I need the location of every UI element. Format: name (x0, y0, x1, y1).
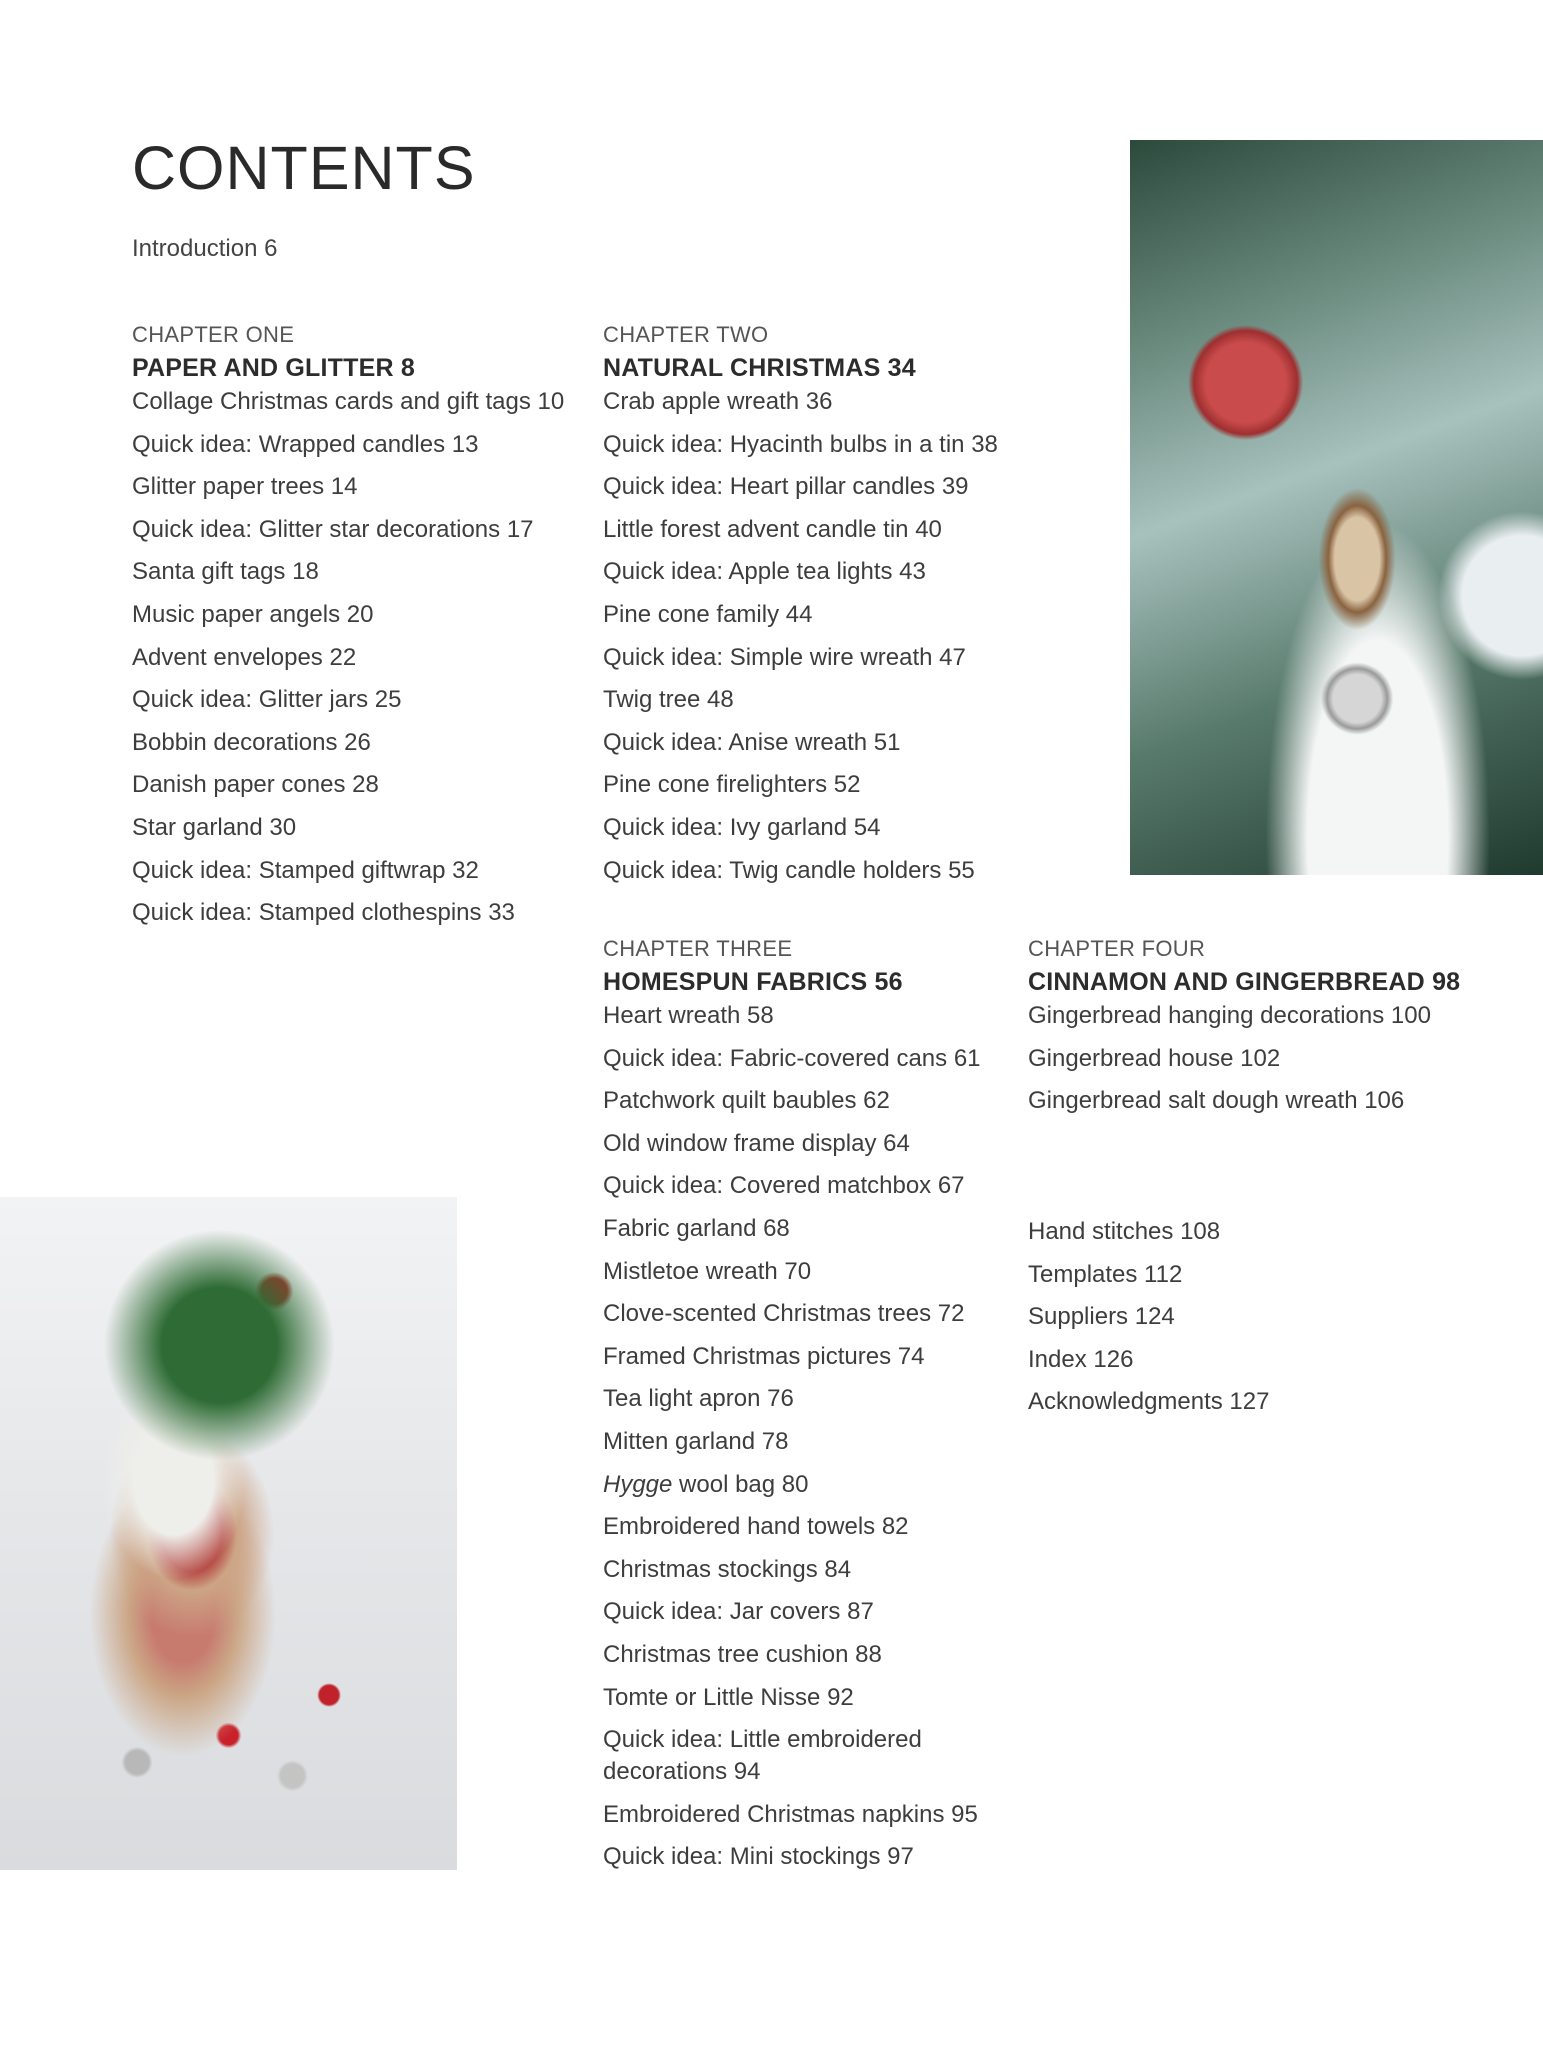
chapter-entries (132, 386, 602, 929)
toc-entry: Gingerbread salt dough wreath 106 (1028, 1087, 1405, 1115)
chapter-one (132, 320, 602, 940)
toc-entry: Quick idea: Covered matchbox 67 (603, 1172, 965, 1200)
toc-entry: Suppliers 124 (1028, 1303, 1175, 1331)
toc-entry: Templates 112 (1028, 1260, 1183, 1288)
toc-entry: Danish paper cones 28 (132, 771, 379, 799)
chapter-label: CHAPTER THREE (603, 936, 793, 961)
toc-entry: Glitter paper trees 14 (132, 473, 358, 501)
toc-entry: Quick idea: Glitter star decorations 17 (132, 515, 534, 543)
toc-entry: Mitten garland 78 (603, 1427, 789, 1455)
toc-entry: Little forest advent candle tin 40 (603, 515, 942, 543)
toc-entry: Twig tree 48 (603, 686, 734, 714)
toc-entry: Quick idea: Anise wreath 51 (603, 728, 901, 756)
toc-entry: Tomte or Little Nisse 92 (603, 1683, 854, 1711)
toc-entry: Quick idea: Ivy garland 54 (603, 813, 881, 841)
chapter-entries (603, 1000, 1023, 1873)
toc-entry: Quick idea: Glitter jars 25 (132, 686, 402, 714)
toc-entry: Advent envelopes 22 (132, 643, 357, 671)
back-matter (1028, 1216, 1528, 1429)
christmas-tree-ornament-photo (1130, 140, 1543, 875)
toc-entry: Quick idea: Mini stockings 97 (603, 1843, 914, 1871)
toc-entry: Acknowledgments 127 (1028, 1388, 1270, 1416)
chapter-title: CINNAMON AND GINGERBREAD 98 (1028, 968, 1461, 996)
toc-entry: Fabric garland 68 (603, 1214, 790, 1242)
toc-entry: Embroidered Christmas napkins 95 (603, 1800, 978, 1828)
toc-entry: Quick idea: Heart pillar candles 39 (603, 473, 969, 501)
toc-entry: Tea light apron 76 (603, 1385, 794, 1413)
toc-entry: Patchwork quilt baubles 62 (603, 1087, 890, 1115)
chapter-label: CHAPTER ONE (132, 322, 295, 347)
toc-entry: Quick idea: Hyacinth bulbs in a tin 38 (603, 430, 998, 458)
toc-entry: Embroidered hand towels 82 (603, 1513, 909, 1541)
toc-entry: Quick idea: Fabric-covered cans 61 (603, 1044, 981, 1072)
toc-entry: Pine cone firelighters 52 (603, 771, 861, 799)
chapter-title: NATURAL CHRISTMAS 34 (603, 354, 916, 382)
toc-entry: Gingerbread house 102 (1028, 1044, 1281, 1072)
toc-entry: Mistletoe wreath 70 (603, 1257, 812, 1285)
chapter-label: CHAPTER TWO (603, 322, 769, 347)
toc-entry: Heart wreath 58 (603, 1002, 774, 1029)
toc-entry: Quick idea: Stamped giftwrap 32 (132, 856, 479, 884)
chapter-entries (1028, 1000, 1528, 1117)
toc-entry: Crab apple wreath 36 (603, 388, 833, 415)
toc-entry: Clove-scented Christmas trees 72 (603, 1300, 965, 1328)
toc-entry: Quick idea: Apple tea lights 43 (603, 558, 926, 586)
page-title: CONTENTS (132, 134, 476, 202)
chapter-entries (603, 386, 1043, 887)
toc-entry: Gingerbread hanging decorations 100 (1028, 1002, 1431, 1029)
chapter-title: PAPER AND GLITTER 8 (132, 354, 415, 382)
toc-entry: Hand stitches 108 (1028, 1218, 1221, 1245)
toc-entry: Collage Christmas cards and gift tags 10 (132, 388, 565, 415)
chapter-four (1028, 934, 1528, 1128)
toc-entry: Christmas stockings 84 (603, 1555, 852, 1583)
chapter-label: CHAPTER FOUR (1028, 936, 1206, 961)
toc-entry: Quick idea: Wrapped candles 13 (132, 430, 479, 458)
back-matter-entries (1028, 1216, 1528, 1418)
introduction-entry: Introduction 6 (132, 235, 278, 262)
toc-entry: Quick idea: Stamped clothespins 33 (132, 899, 515, 927)
toc-entry: Bobbin decorations 26 (132, 728, 371, 756)
toc-entry: Star garland 30 (132, 813, 297, 841)
toc-entry: Quick idea: Jar covers 87 (603, 1598, 874, 1626)
toc-entry: Quick idea: Little embroidered decorations 94 (603, 1726, 922, 1786)
toc-entry: Old window frame display 64 (603, 1129, 910, 1157)
toc-entry: Music paper angels 20 (132, 600, 374, 628)
chapter-three (603, 934, 1023, 1884)
toc-entry: Quick idea: Simple wire wreath 47 (603, 643, 966, 671)
toc-entry: Hygge wool bag 80 (603, 1470, 809, 1498)
toc-entry: Framed Christmas pictures 74 (603, 1342, 925, 1370)
chapter-title: HOMESPUN FABRICS 56 (603, 968, 903, 996)
toc-entry: Santa gift tags 18 (132, 558, 319, 586)
toc-entry: Quick idea: Twig candle holders 55 (603, 856, 975, 884)
toc-entry: Index 126 (1028, 1345, 1134, 1373)
candles-holly-photo (0, 1197, 457, 1870)
chapter-two (603, 320, 1043, 897)
toc-entry: Christmas tree cushion 88 (603, 1640, 882, 1668)
toc-entry: Pine cone family 44 (603, 600, 813, 628)
